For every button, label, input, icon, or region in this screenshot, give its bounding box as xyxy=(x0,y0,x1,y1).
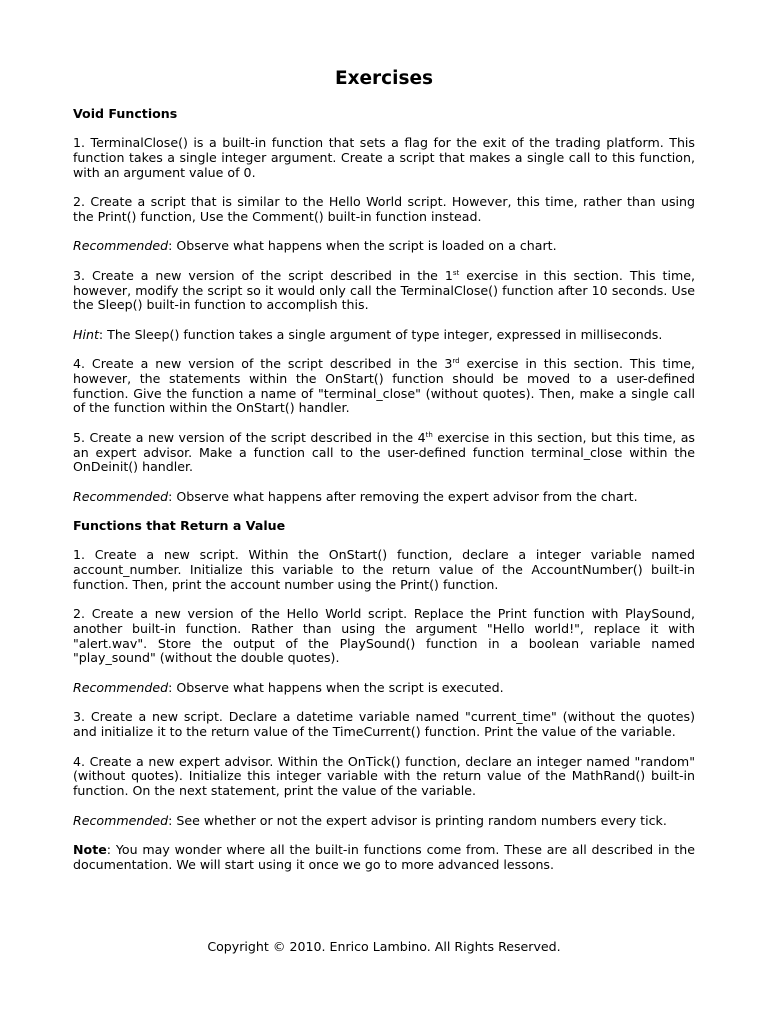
recommended-text: : Observe what happens when the script is loaded on a chart. xyxy=(168,238,557,254)
exercise-text: 4. Create a new version of the script described in the 3 xyxy=(73,356,453,372)
recommended-label: Recommended xyxy=(73,488,169,504)
exercise-text: exercise in this section, but this time, as an expert advisor. Make a function call to the user-defined function terminal_close within the OnDeinit() handler. xyxy=(73,429,695,475)
ordinal-superscript: rd xyxy=(452,357,460,366)
recommended-label: Recommended xyxy=(73,679,169,695)
exercise-return-3: 3. Create a new script. Declare a datetime variable named "current_time" (without the quotes) and initialize it to the return value of the TimeCurrent() function. Print the value of the variable. xyxy=(73,709,695,740)
recommended-note-return-2 xyxy=(73,814,695,829)
hint-text: : The Sleep() function takes a single argument of type integer, expressed in milliseconds. xyxy=(98,326,663,342)
recommended-text: : Observe what happens after removing the expert advisor from the chart. xyxy=(168,488,638,504)
exercise-void-3 xyxy=(73,269,695,313)
ordinal-superscript: st xyxy=(452,268,460,277)
section-heading-return-value: Functions that Return a Value xyxy=(73,518,286,534)
note-text: : You may wonder where all the built-in functions come from. These are all described in the documentation. We will start using it once we go to more advanced lessons. xyxy=(73,842,695,872)
document-page xyxy=(73,64,695,887)
exercise-void-5 xyxy=(73,431,695,475)
recommended-label: Recommended xyxy=(73,238,169,254)
recommended-label: Recommended xyxy=(73,812,169,828)
recommended-note-void-2 xyxy=(73,490,695,505)
exercise-return-4: 4. Create a new expert advisor. Within the OnTick() function, declare an integer named "random" (without quotes). Initialize this integer variable with the return value of the MathRand() built-in function. On the next statement, print the value of the variable. xyxy=(73,753,695,799)
exercise-text: exercise in this section. This time, however, modify the script so it would only call the TerminalClose() function after 10 seconds. Use the Sleep() built-in function to accomplish this. xyxy=(73,267,695,313)
hint-label: Hint xyxy=(73,326,99,342)
copyright-footer: Copyright © 2010. Enrico Lambino. All Rights Reserved. xyxy=(207,939,561,954)
page-title: Exercises xyxy=(334,68,434,89)
ordinal-superscript: th xyxy=(425,430,433,439)
exercise-text: exercise in this section. This time, however, the statements within the OnStart() function should be moved to a user-defined function. Give the function a name of "terminal_close" (without quotes). Then, make a single call of the function within the OnStart() handler. xyxy=(73,356,695,416)
recommended-note-return-1 xyxy=(73,681,695,696)
closing-note xyxy=(73,843,695,872)
exercise-void-2: 2. Create a script that is similar to the Hello World script. However, this time, rather than using the Print() function, Use the Comment() built-in function instead. xyxy=(73,194,695,224)
exercise-void-4 xyxy=(73,357,695,416)
section-heading-void-functions: Void Functions xyxy=(73,106,178,121)
recommended-text: : Observe what happens when the script is executed. xyxy=(168,679,504,695)
recommended-note-void-1 xyxy=(73,239,695,254)
hint-note xyxy=(73,328,695,343)
exercise-return-1: 1. Create a new script. Within the OnStart() function, declare a integer variable named account_number. Initialize this variable to the return value of the AccountNumber() built-in function. Then, print the account number using the Print() function. xyxy=(73,547,695,592)
note-label: Note xyxy=(73,842,107,858)
exercise-text: 3. Create a new version of the script described in the 1 xyxy=(73,267,453,283)
exercise-void-1: 1. TerminalClose() is a built-in function that sets a flag for the exit of the trading platform. This function takes a single integer argument. Create a script that makes a single call to this function, with an argument value of 0. xyxy=(73,135,695,180)
exercise-return-2: 2. Create a new version of the Hello World script. Replace the Print function with PlaySound, another built-in function. Rather than using the argument "Hello world!", replace it with "alert.wav". Store the output of the PlaySound() function in a boolean variable named "play_sound" (without the double quotes). xyxy=(73,606,695,666)
recommended-text: : See whether or not the expert advisor is printing random numbers every tick. xyxy=(168,812,667,828)
exercise-text: 5. Create a new version of the script described in the 4 xyxy=(73,429,426,445)
